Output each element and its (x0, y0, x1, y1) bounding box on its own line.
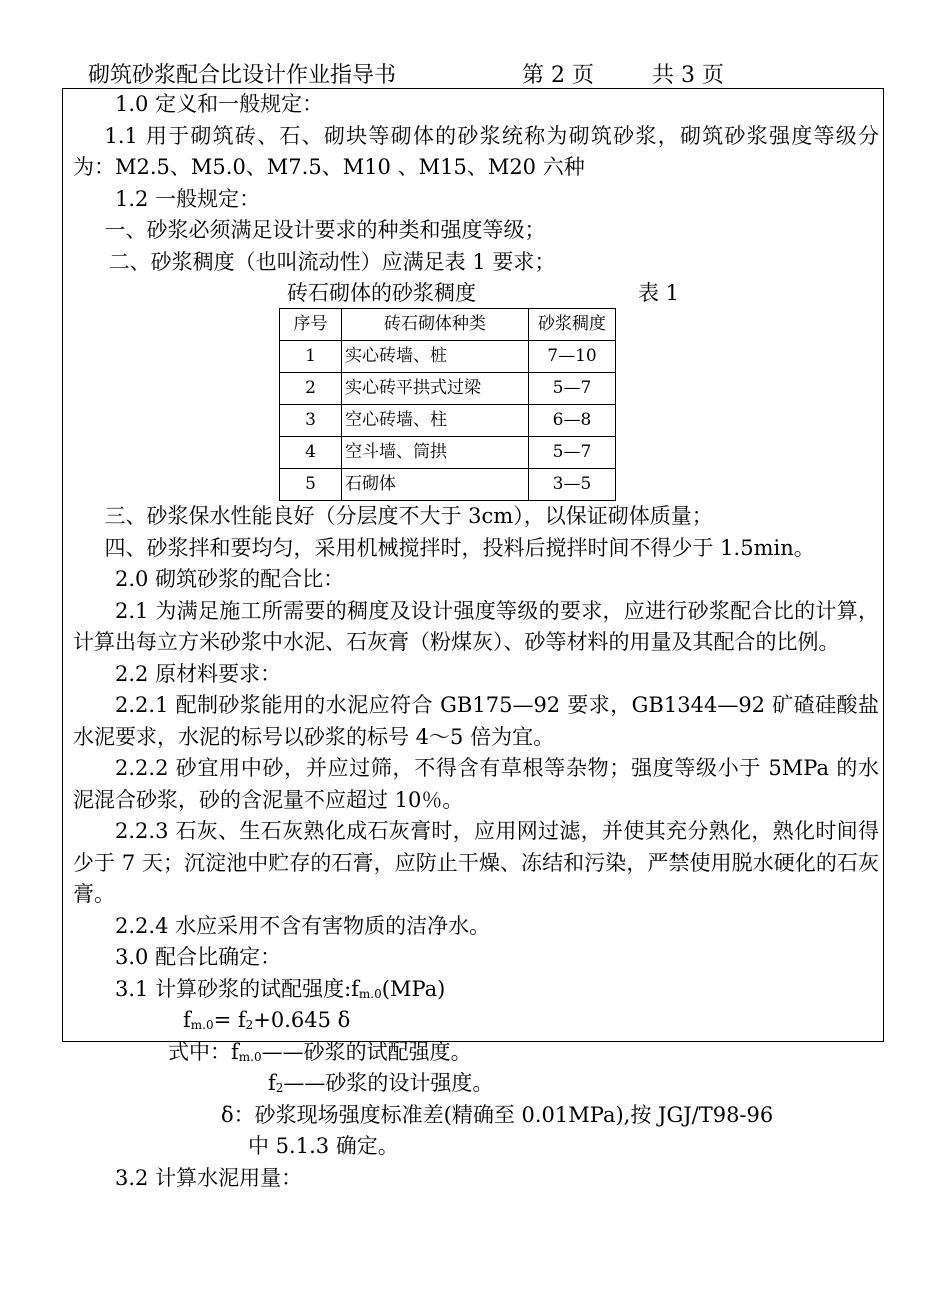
table-cell: 实心砖墙、桩 (342, 341, 529, 373)
definition-text: ——砂浆的试配强度。 (261, 1039, 472, 1064)
table-row (280, 405, 616, 437)
table-header: 砂浆稠度 (529, 309, 616, 341)
rule-3: 三、砂浆保水性能良好（分层度不大于 3cm），以保证砌体质量； (104, 504, 713, 528)
table-row (280, 373, 616, 405)
formula-equals: = f (213, 1008, 246, 1032)
formula-symbol: f (183, 1008, 191, 1032)
subscript: m.0 (238, 1049, 262, 1064)
where-f2 (73, 1068, 879, 1100)
table-1-caption: 砖石砌体的砂浆稠度 (287, 281, 476, 305)
content-frame (62, 88, 884, 1190)
table-header-row (280, 309, 616, 341)
table-row (280, 437, 616, 469)
table-cell: 5—7 (529, 437, 616, 469)
table-header: 序号 (280, 309, 342, 341)
table-cell: 5 (280, 469, 342, 501)
table-row (280, 341, 616, 373)
where-label: 式中： (168, 1039, 231, 1064)
where-delta-cont: 中 5.1.3 确定。 (248, 1134, 399, 1158)
section-2-2-2: 2.2.2 砂宜用中砂，并应过筛，不得含有草根等杂物；强度等级小于 5MPa 的水泥混合砂浆，砂的含泥量不应超过 10％。 (73, 756, 879, 812)
subscript: 2 (245, 1018, 254, 1032)
subscript: 2 (275, 1081, 284, 1095)
page-header (0, 58, 950, 90)
section-3-1-text: 3.1 计算砂浆的试配强度:f (115, 976, 359, 1001)
section-2-2-4: 2.2.4 水应采用不含有害物质的洁净水。 (115, 913, 491, 938)
table-1 (279, 308, 616, 501)
section-2-0: 2.0 砌筑砂浆的配合比： (115, 567, 345, 591)
unit: (MPa) (381, 976, 446, 1001)
section-3-2: 3.2 计算水泥用量： (115, 1165, 303, 1190)
definition-text: ——砂浆的设计强度。 (283, 1071, 494, 1095)
formula-rest: +0.645 δ (253, 1008, 351, 1032)
table-cell: 石砌体 (342, 469, 529, 501)
formula-trial-strength (73, 1005, 879, 1037)
table-cell: 3 (280, 405, 342, 437)
table-header: 砖石砌体种类 (342, 309, 529, 341)
table-cell: 3—5 (529, 469, 616, 501)
page-number: 第 2 页 (522, 63, 594, 88)
table-cell: 1 (280, 341, 342, 373)
formula-symbol: f (231, 1039, 239, 1064)
subscript: m.0 (190, 1018, 214, 1032)
page-total: 共 3 页 (652, 63, 724, 88)
table-row (280, 469, 616, 501)
table-1-label: 表 1 (638, 281, 680, 305)
table-cell: 6—8 (529, 405, 616, 437)
table-cell: 2 (280, 373, 342, 405)
rule-1: 一、砂浆必须满足设计要求的种类和强度等级； (104, 218, 546, 242)
subscript: m.0 (358, 986, 382, 1001)
section-1-0: 1.0 定义和一般规定： (115, 92, 324, 116)
table-cell: 空斗墙、筒拱 (342, 437, 529, 469)
table-cell: 4 (280, 437, 342, 469)
table-cell: 7—10 (529, 341, 616, 373)
formula-symbol: f (268, 1071, 276, 1095)
table-1-caption-row (73, 278, 879, 308)
table-cell: 空心砖墙、柱 (342, 405, 529, 437)
section-2-2: 2.2 原材料要求： (115, 661, 282, 686)
section-2-2-1: 2.2.1 配制砂浆能用的水泥应符合 GB175—92 要求，GB1344—92 矿碴硅酸盐水泥要求，水泥的标号以砂浆的标号 4～5 倍为宜。 (73, 693, 879, 749)
rule-2: 二、砂浆稠度（也叫流动性）应满足表 1 要求； (108, 249, 556, 274)
section-3-0: 3.0 配合比确定： (115, 945, 282, 969)
section-1-1: 1.1 用于砌筑砖、石、砌块等砌体的砂浆统称为砌筑砂浆，砌筑砂浆强度等级分为：M2.5、M5.0、M7.5、M10 、M15、M20 六种 (73, 123, 879, 179)
section-1-2: 1.2 一般规定： (115, 186, 261, 211)
table-cell: 实心砖平拱式过梁 (342, 373, 529, 405)
table-cell: 5—7 (529, 373, 616, 405)
where-delta: δ：砂浆现场强度标准差(精确至 0.01MPa),按 JGJ/T98-96 (221, 1102, 774, 1127)
doc-title: 砌筑砂浆配合比设计作业指导书 (88, 63, 397, 88)
section-3-1 (73, 974, 879, 1006)
where-fm0 (73, 1037, 879, 1069)
section-2-1: 2.1 为满足施工所需要的稠度及设计强度等级的要求，应进行砂浆配合比的计算，计算出每立方米砂浆中水泥、石灰膏（粉煤灰）、砂等材料的用量及其配合的比例。 (73, 598, 879, 654)
document-body (73, 89, 879, 1194)
section-2-2-3: 2.2.3 石灰、生石灰熟化成石灰膏时，应用网过滤，并使其充分熟化，熟化时间得少于 7 天；沉淀池中贮存的石膏，应防止干燥、冻结和污染，严禁使用脱水硬化的石灰膏。 (73, 819, 879, 906)
rule-4: 四、砂浆拌和要均匀，采用机械搅拌时，投料后搅拌时间不得少于 1.5min。 (104, 535, 815, 560)
